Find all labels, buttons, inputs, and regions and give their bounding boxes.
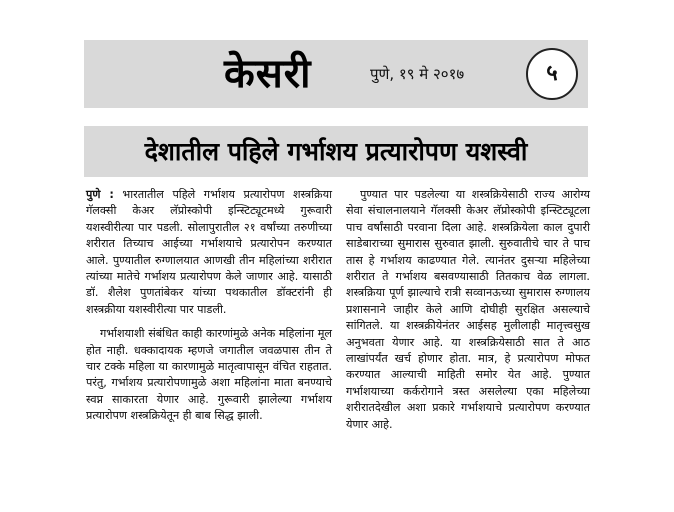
dateline: पुणे, १९ मे २०१७ [370, 65, 465, 83]
newspaper-logo: केसरी [224, 51, 312, 97]
article-paragraph [86, 187, 332, 318]
article-column-right [346, 187, 590, 441]
article-paragraph: गर्भाशयाशी संबंधित काही कारणांमुळे अनेक महिलांना मूल होत नाही. धक्कादायक म्हणजे जगातील जवळपास तीन ते चार टक्के महिला या कारणामुळे मातृत्वापासून वंचित राहतात. परंतु, गर्भाशय प्रत्यारोपणामुळे अशा महिलांना माता बनण्याचे स्वप्न साकारता येणार आहे. गुरूवारी झालेल्या गर्भाशय प्रत्यारोपण शस्त्रक्रियेतून ही बाब सिद्ध झाली. [86, 327, 332, 423]
article-headline: देशातील पहिले गर्भाशय प्रत्यारोपण यशस्वी [144, 137, 528, 166]
headline-band [84, 126, 588, 177]
paragraph-text: भारतातील पहिले गर्भाशय प्रत्यारोपण शस्त्रक्रिया गॅलक्सी केअर लॅप्रोस्कोपी इन्स्टिट्यूटमध्ये गुरूवारी यशस्वीरीत्या पार पडली. सोलापुरातील २१ वर्षांच्या तरुणीच्या शरीरात तिच्याच आईच्या गर्भाशयाचे प्रत्यारोपन करण्यात आले. पुण्यातील रुग्णालयात आणखी तीन महिलांच्या शरीरात त्यांच्या मातेचे गर्भाशय प्रत्यारोपण केले जाणार आहे. यासाठी डॉ. शैलेश पुणतांबेकर यांच्या पथकातील डॉक्टरांनी ही शस्त्रक्रीया यशस्वीरीत्या पार पाडली. [86, 188, 333, 316]
article-column-left [86, 187, 332, 433]
article-paragraph: पुण्यात पार पडलेल्या या शस्त्रक्रियेसाठी राज्य आरोग्य सेवा संचालनालयाने गॅलक्सी केअर लॅप्रोस्कोपी इन्स्टिट्यूटला पाच वर्षांसाठी परवाना दिला आहे. शस्त्रक्रियेला काल दुपारी साडेबाराच्या सुमारास सुरुवात झाली. सुरुवातीचे चार ते पाच तास हे गर्भाशय काढण्यात गेले. त्यानंतर दुसऱ्या महिलेच्या शरीरात ते गर्भाशय बसवण्यासाठी तितकाच वेळ लागला. शस्त्रक्रिया पूर्ण झाल्याचे रात्री सव्वानऊच्या सुमारास रुग्णालय प्रशासनाने जाहीर केले आणि दोघीही सुरक्षित असल्याचे सांगितले. या शस्त्रक्रीयेनंतर आईसह मुलीलाही मातृत्त्वसुख अनुभवता येणार आहे. या शस्त्रक्रियेसाठी सात ते आठ लाखांपर्यंत खर्च होणार होता. मात्र, हे प्रत्यारोपण मोफत करण्यात आल्याची माहिती समोर येत आहे. पुण्यात गर्भाशयाच्या कर्करोगाने त्रस्त असलेल्या एका महिलेच्या शरीरातदेखील अशा प्रकारे गर्भाशयाचे प्रत्यारोपण करण्यात येणार आहे. [346, 188, 590, 431]
masthead [84, 40, 588, 108]
page-number-badge: ५ [526, 48, 578, 100]
article-dateline: पुणे : [86, 188, 114, 201]
